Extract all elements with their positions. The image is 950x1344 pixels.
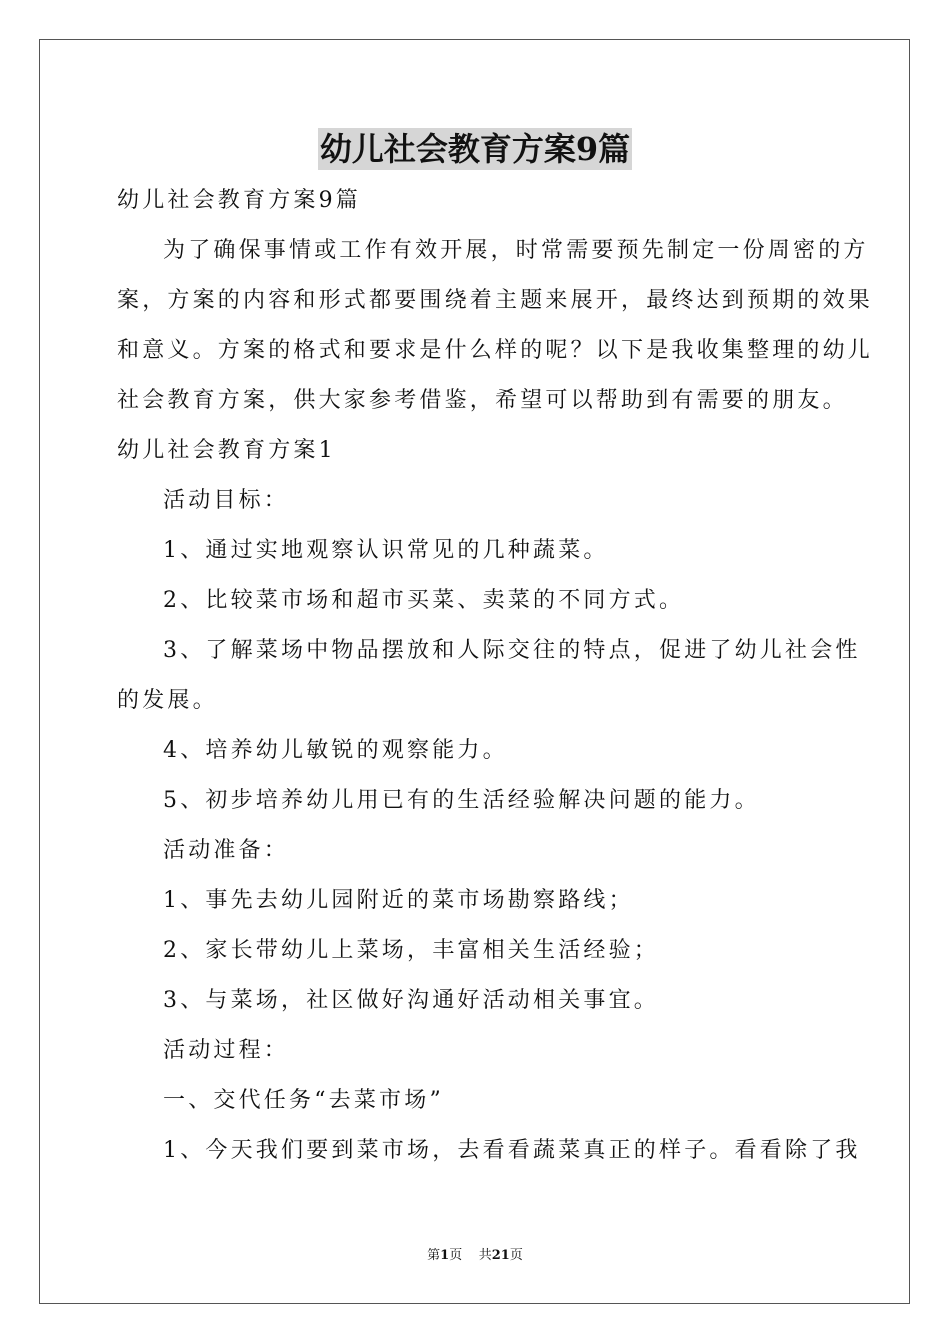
list-item: 3、了解菜场中物品摆放和人际交往的特点，促进了幼儿社会性 bbox=[163, 638, 861, 663]
list-item: 1、事先去幼儿园附近的菜市场勘察路线； bbox=[163, 888, 634, 913]
section-label: 活动目标： bbox=[163, 488, 290, 513]
title-container bbox=[0, 128, 950, 170]
document-title: 幼儿社会教育方案9篇 bbox=[319, 130, 631, 168]
list-item: 1、通过实地观察认识常见的几种蔬菜。 bbox=[163, 538, 609, 563]
section-label: 活动过程： bbox=[163, 1038, 290, 1063]
page-footer bbox=[0, 1247, 950, 1265]
paragraph-line: 和意义。方案的格式和要求是什么样的呢？以下是我收集整理的幼儿 bbox=[117, 338, 874, 363]
page-prefix: 第 bbox=[427, 1248, 441, 1263]
list-item: 5、初步培养幼儿用已有的生活经验解决问题的能力。 bbox=[163, 788, 760, 813]
list-item: 4、培养幼儿敏锐的观察能力。 bbox=[163, 738, 508, 763]
page-number: 1 bbox=[440, 1248, 450, 1263]
list-item: 2、家长带幼儿上菜场，丰富相关生活经验； bbox=[163, 938, 659, 963]
list-item: 3、与菜场，社区做好沟通好活动相关事宜。 bbox=[163, 988, 659, 1013]
paragraph-line: 为了确保事情或工作有效开展，时常需要预先制定一份周密的方 bbox=[163, 238, 869, 263]
section-label: 活动准备： bbox=[163, 838, 290, 863]
subtitle-line: 幼儿社会教育方案9篇 bbox=[117, 188, 361, 213]
section-heading: 幼儿社会教育方案1 bbox=[117, 438, 336, 463]
paragraph-line: 社会教育方案，供大家参考借鉴，希望可以帮助到有需要的朋友。 bbox=[117, 388, 848, 413]
list-item: 1、今天我们要到菜市场，去看看蔬菜真正的样子。看看除了我 bbox=[163, 1138, 861, 1163]
total-suffix: 页 bbox=[509, 1248, 523, 1263]
page-suffix: 页 bbox=[449, 1248, 463, 1263]
list-item: 2、比较菜市场和超市买菜、卖菜的不同方式。 bbox=[163, 588, 685, 613]
step-heading: 一、交代任务“去菜市场” bbox=[163, 1088, 444, 1113]
total-pages: 21 bbox=[491, 1248, 510, 1263]
total-prefix: 共 bbox=[478, 1248, 492, 1263]
paragraph-line: 案，方案的内容和形式都要围绕着主题来展开，最终达到预期的效果 bbox=[117, 288, 874, 313]
list-item-continuation: 的发展。 bbox=[117, 688, 218, 713]
